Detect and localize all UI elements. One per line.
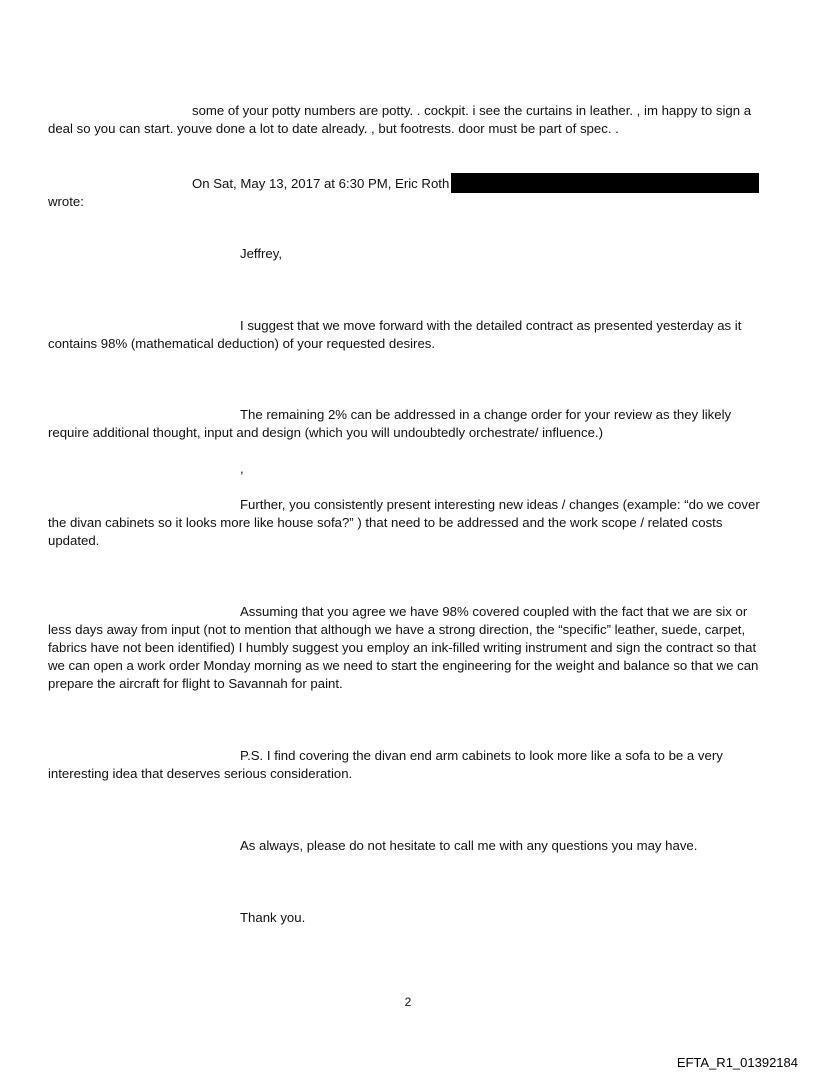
page-number: 2: [404, 995, 412, 1009]
paragraph-comma: ,: [240, 461, 244, 476]
redaction-bar: [451, 173, 759, 193]
paragraph-new-ideas: Further, you consistently present interesting new ideas / changes (example: “do we cover the divan cabinets so it looks more like house sofa?” ) that need to be addressed and the work scope / related costs updated.: [48, 497, 760, 548]
paragraph-ps: P.S. I find covering the divan end arm cabinets to look more like a sofa to be a very interesting idea that deserves serious consideration.: [48, 748, 723, 781]
paragraph-change-order: The remaining 2% can be addressed in a change order for your review as they likely require additional thought, input and design (which you will undoubtedly orchestrate/ influence.): [48, 407, 732, 440]
quote-header-text: On Sat, May 13, 2017 at 6:30 PM, Eric Roth: [192, 176, 450, 191]
greeting: Jeffrey,: [240, 246, 283, 261]
paragraph-contract: I suggest that we move forward with the detailed contract as presented yesterday as it contains 98% (mathematical deduction) of your requested desires.: [48, 318, 742, 351]
paragraph-thank-you: Thank you.: [240, 910, 306, 925]
document-id: EFTA_R1_01392184: [676, 1055, 798, 1070]
paragraph-sign-contract: Assuming that you agree we have 98% covered coupled with the fact that we are six or less days away from input (not to mention that although we have a strong direction, the “specific” leather, suede, carpet, fabrics have not been identified) I humbly suggest you employ an ink-filled writing instrument and sign the contract so that we can open a work order Monday morning as we need to start the engineering for the weight and balance so that we can prepare the aircraft for flight to Savannah for paint.: [48, 604, 759, 691]
reply-text: some of your potty numbers are potty. . cockpit. i see the curtains in leather. , im happy to sign a deal so you can start. youve done a lot to date already. , but footrests. door must be part of spec. .: [48, 103, 752, 136]
paragraph-questions: As always, please do not hesitate to call me with any questions you may have.: [240, 838, 698, 853]
quote-header-wrote: wrote:: [48, 194, 84, 209]
